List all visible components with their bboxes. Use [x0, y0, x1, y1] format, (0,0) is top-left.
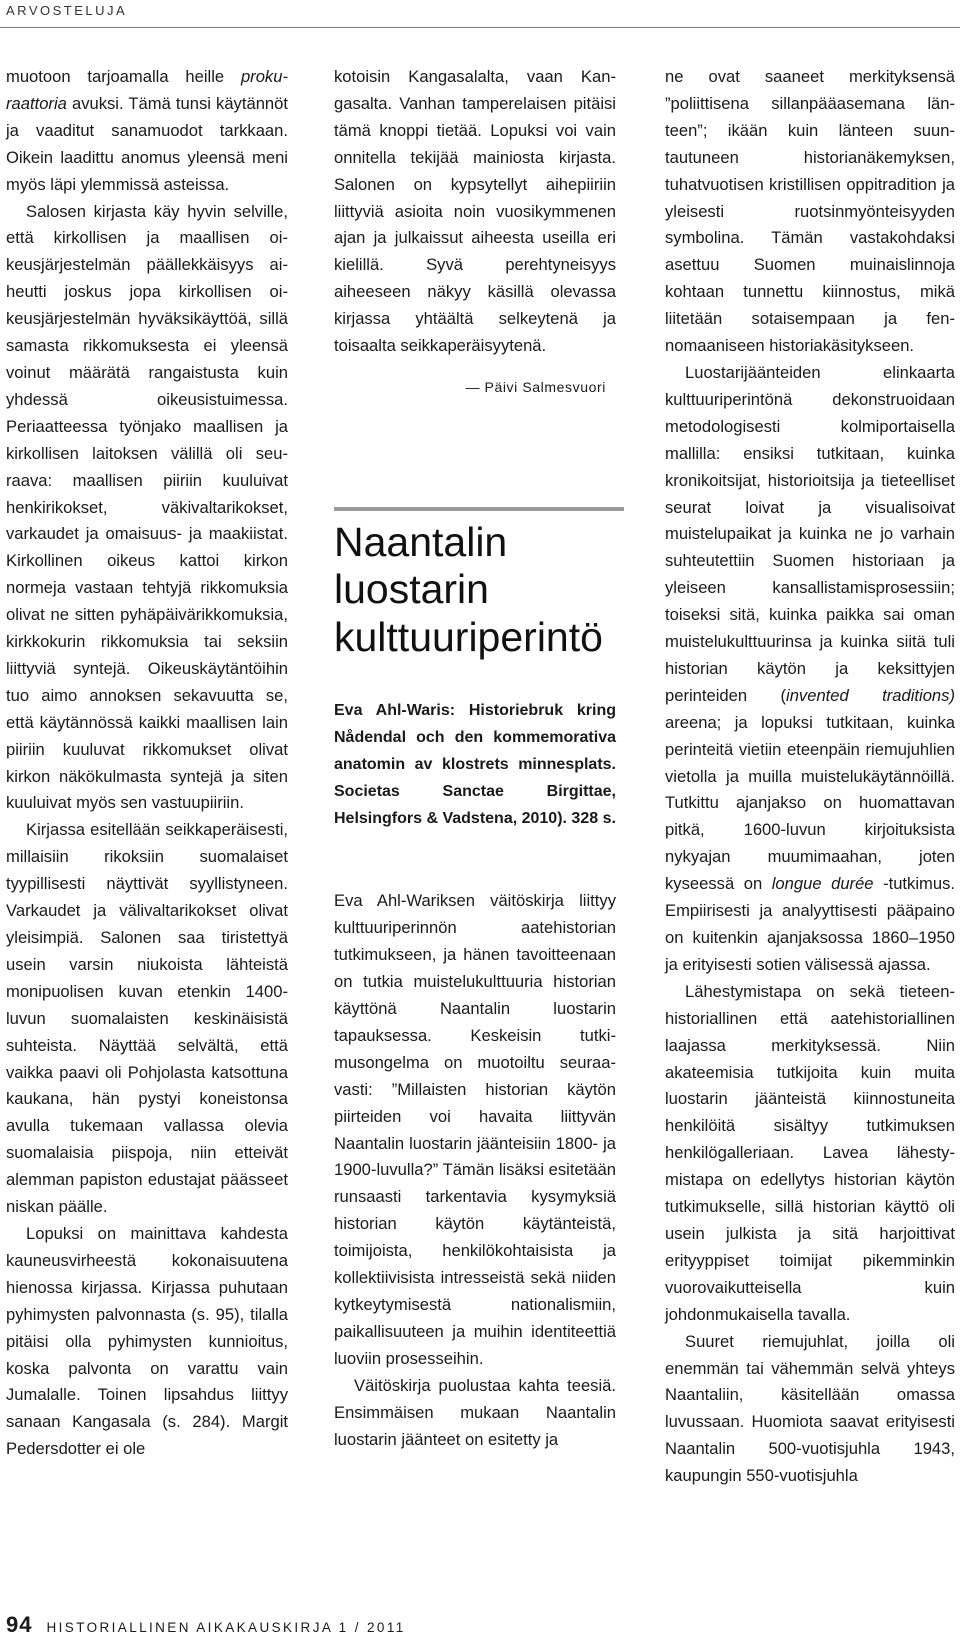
- paragraph: Kirjassa esitellään seikkaperäisesti, millaisiin rikoksiin suomalaiset tyypillisesti näyttivät syyllistyneen. Varkaudet ja välivaltarikokset olivat yleisimpiä. Salonen saa tiristettyä usein varsin niukoista lähteistä monipuolisen kuvan etenkin 1400-luvun suomalaisten keskinäisistä suhteista. Näyttää selvältä, että vaikka paavi oli Pohjolasta katsottuna kaukana, hän pystyi koneistonsa avulla tukemaan vallassa olevia suomalaisia piispoja, niin etteivät alemman papiston edustajat päässeet niskan päälle.: [6, 820, 288, 1217]
- page-number: 94: [6, 1612, 33, 1637]
- review-divider: [334, 507, 624, 511]
- column-1: [6, 64, 288, 1463]
- paragraph: Lähestymistapa on sekä tieteenhistoriallinen että aatehistoriallinen laajassa merkityksessä. Niin akateemisia tutkijoita kuin muita luostarin jäänteistä kiinnostuneita henkilöitä sisältyy tutkimuksen henkilögalleriaan. Lavea lähestymistapa on edellytys historian käytön tutkimukselle, sillä historian käyttö oli usein julkista ja sitä harjoittivat erityyppiset toimijat pikemminkin vuorovaikutteisella kuin johdonmukaisella tavalla.: [665, 981, 955, 1324]
- paragraph: Eva Ahl-Wariksen väitöskirja liittyy kulttuuriperinnön aatehistorian tutkimukseen, ja hänen tavoitteenaan on tutkia muistelukulttuuria historian käyttönä Naantalin luostarin tapauksessa. Keskeisin tutkimusongelma on muotoiltu seuraavasti: ”Millaisten historian käytön piirteiden voi havaita liittyvän Naantalin luostarin jäänteisiin 1800- ja 1900-luvulla?” Tämän lisäksi esitetään runsaasti tarkentavia kysymyksiä historian käytön käytänteistä, toimijoista, henkilökohtaisista ja kollektiivisista intresseistä sekä niiden kytkeytymisestä nationalismiin, paikallisuuteen ja muihin identiteettiä luoviin prosesseihin.: [334, 891, 616, 1368]
- author-signature: — Päivi Salmesvuori: [465, 378, 606, 395]
- bibliographic-reference: Eva Ahl-Waris: Historiebruk kring Nådendal och den kommemorativa anatomin av klostrets minnesplats. Societas Sanctae Birgittae, Helsingfors & Vadstena, 2010). 328 s.: [334, 702, 616, 828]
- footer: [6, 1612, 406, 1638]
- column-2: [334, 64, 616, 1453]
- emphasis: prokuraattoria: [6, 67, 288, 113]
- paragraph: Lopuksi on mainittava kahdesta kauneusvirheestä kokonaisuutena hienossa kirjassa. Kirjassa puhutaan pyhimysten palvonnasta (s. 95), tilalla pitäisi olla pyhimysten kunnioitus, koska palvonta on varattu vain Jumalalle. Toinen lipsahdus liittyy sanaan Kangasala (s. 284). Margit Pedersdotter ei ole: [6, 1223, 288, 1459]
- text-run: -tutkimus. Empiirisesti ja analyyttisesti pääpaino on kuitenkin ajanjaksossa 1860–1950 ja erityisesti sotien välisessä ajassa.: [665, 874, 955, 974]
- paragraph: kotoisin Kangasalalta, vaan Kangasalta. Vanhan tamperelaisen pitäisi tämä knoppi tietää. Lopuksi voi vain onnitella tekijää mainiosta kirjasta. Salonen on kypsytellyt aihepiiriin liittyviä asioita noin vuosikymmenen ajan ja julkaissut aiheesta useilla eri kielillä. Syvä perehtyneisyys aiheeseen näkyy käsillä olevassa kirjassa yhtäältä selkeytenä ja toisaalta seikkaperäisyytenä.: [334, 67, 616, 356]
- emphasis: longue durée: [771, 874, 874, 894]
- section-label: ARVOSTELUJA: [6, 3, 128, 18]
- paragraph: [665, 360, 955, 979]
- paragraph: ne ovat saaneet merkityksensä ”poliittisena sillanpääasemana länteen”; ikään kuin länteen suuntautuneen historianäkemyksen, tuhatvuotisen kristillisen oppitradition ja yleisesti ruotsinmyönteisyyden symbolina. Tämän vastakohdaksi asettuu Suomen muinaislinnoja kohtaan tunnettu kiinnostus, mikä liitetään sotaisempaan ja fennomaaniseen historiakäsitykseen.: [665, 67, 955, 356]
- paragraph: [6, 64, 288, 199]
- emphasis: invented traditions): [786, 685, 955, 705]
- text-run: areena; ja lopuksi tutkitaan, kuinka perinteitä vietiin eteenpäin riemujuhlien vietolla ja muilla muistelukäytännöillä. Tutkittu ajanjakso on huomattavan pitkä, 1600-luvun kirjoituksista nykyajan muumimaahan, joten kyseessä on: [665, 712, 955, 894]
- journal-name: HISTORIALLINEN AIKAKAUSKIRJA 1 / 2011: [46, 1620, 406, 1635]
- top-rule: [0, 27, 960, 28]
- review-title: Naantalin luostarin kulttuuriperintö: [334, 518, 603, 660]
- paragraph: Salosen kirjasta käy hyvin selville, että kirkollisen ja maallisen oikeusjärjestelmän päällekkäisyys aiheutti joskus jopa kirkollisen oikeusjärjestelmän hyväksikäyttöä, sillä samasta rikkomuksesta ei yleensä voinut määrätä rangaistusta kuin yhdessä oikeusistuimessa. Periaatteessa työnjako maallisen ja kirkollisen laitoksen välillä oli seuraava: maallisen piiriin kuuluivat henkirikokset, väkivaltarikokset, varkaudet ja omaisuus- ja maakiistat. Kirkollinen oikeus kattoi kirkon normeja vastaan tehtyjä rikkomuksia olivat ne sitten pyhäpäivärikkomuksia, kirkkokurin rikkomuksia tai seksiin liittyviä syntejä. Oikeuskäytäntöihin tuo aimo annoksen sekavuutta se, että käytännössä kaikki maallisen lain piiriin kuuluvat rikkomukset olivat kirkon näkökulmasta syntejä ja siten kuuluivat myös sen vastuupiiriin.: [6, 201, 288, 813]
- text-run: muotoon tarjoamalla heille: [6, 67, 241, 86]
- paragraph: Väitöskirja puolustaa kahta teesiä. Ensimmäisen mukaan Naantalin luostarin jäänteet on esitetty ja: [334, 1375, 616, 1449]
- column-3: [665, 64, 955, 1490]
- text-run: avuksi. Tämä tunsi käytännöt ja vaaditut sanamuodot tarkkaan. Oikein laadittu anomus yleensä meni myös läpi ylemmissä asteissa.: [6, 93, 288, 194]
- paragraph: Suuret riemujuhlat, joilla oli enemmän tai vähemmän selvä yhteys Naantaliin, käsitellään omassa luvussaan. Huomiota saavat erityisesti Naantalin 500-vuotisjuhla 1943, kaupungin 550-vuotisjuhla: [665, 1331, 955, 1486]
- text-run: Luostarijäänteiden elinkaarta kulttuuriperintönä dekonstruoidaan metodologisesti kolmiportaisella mallilla: ensiksi tutkitaan, kuinka kronikoitsijat, historioitsija ja tieteelliset seurat loivat ja visualisoivat muistelupaikat ja kuinka ne jo varhain suhteutettiin Suomen historiaan ja yleiseen kansallistamisprosessiin; toiseksi sitä, kuinka paikka sai oman muistelukulttuurinsa ja kuinka siitä tuli historian käytön ja keksittyjen perinteiden (: [665, 362, 955, 705]
